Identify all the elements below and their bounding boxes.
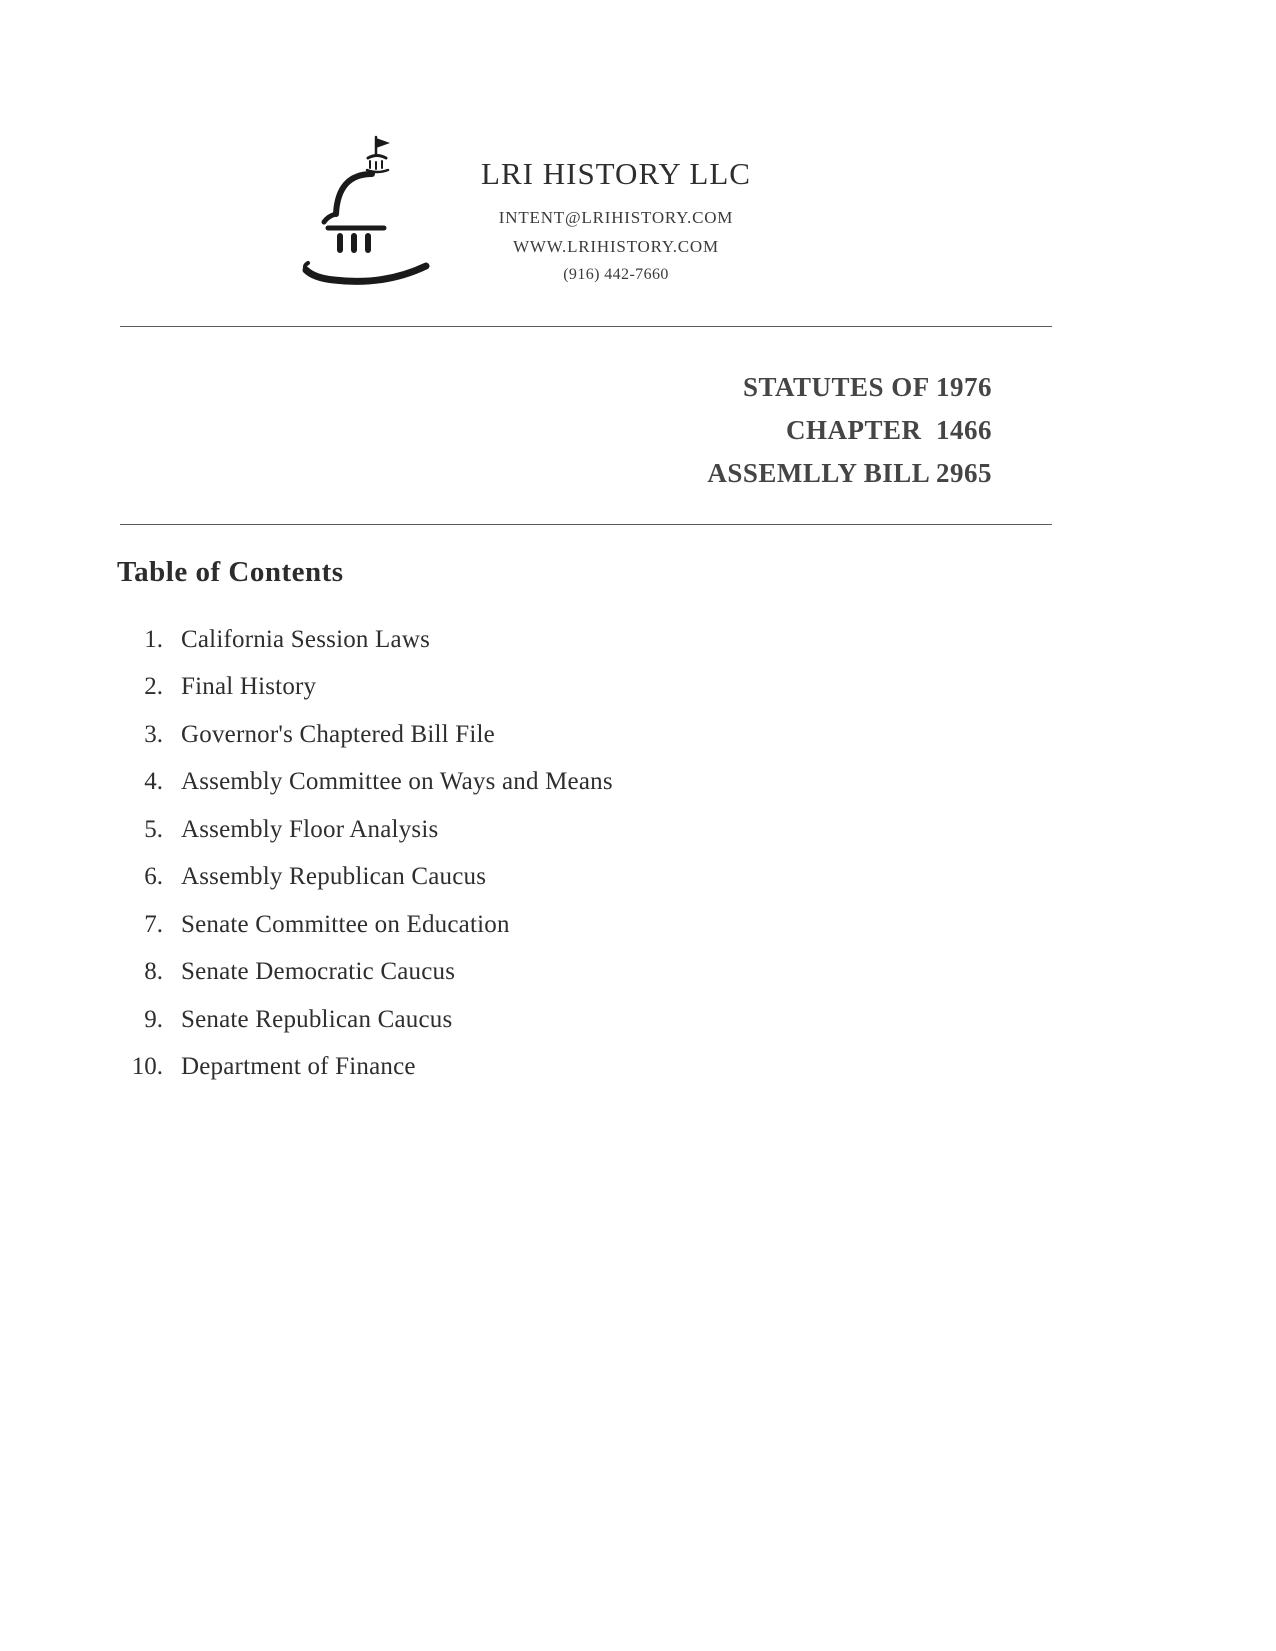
toc-item-label: Senate Committee on Education xyxy=(181,910,510,938)
toc-item-label: Assembly Committee on Ways and Means xyxy=(181,768,613,796)
toc-heading: Table of Contents xyxy=(117,556,344,588)
toc-item xyxy=(120,1044,613,1092)
toc-item-label: Assembly Floor Analysis xyxy=(181,815,439,843)
toc-item-number: 9. xyxy=(144,1005,163,1033)
toc-item-number: 4. xyxy=(144,768,163,796)
toc-item-label: California Session Laws xyxy=(181,625,431,653)
toc-item-number: 10. xyxy=(131,1053,163,1081)
company-name: LRI HISTORY LLC xyxy=(481,156,751,191)
company-email: INTENT@LRIHISTORY.COM xyxy=(498,208,734,227)
toc-item-number: 2. xyxy=(144,673,163,701)
toc-item xyxy=(120,854,613,902)
letterhead-text xyxy=(466,128,766,284)
toc-item-number: 5. xyxy=(144,815,163,843)
toc-item-label: Department of Finance xyxy=(181,1053,416,1081)
statute-title-block xyxy=(707,366,992,495)
divider-top xyxy=(120,326,1052,327)
toc-item-number: 1. xyxy=(144,625,163,653)
toc-item xyxy=(120,664,613,712)
company-phone: (916) 442-7660 xyxy=(563,266,669,283)
toc-item-number: 6. xyxy=(144,863,163,891)
toc-item xyxy=(120,616,613,664)
toc-item xyxy=(120,996,613,1044)
assembly-bill-line: ASSEMLLY BILL 2965 xyxy=(707,458,992,488)
toc-item-label: Final History xyxy=(181,673,317,701)
toc-item xyxy=(120,949,613,997)
statutes-line: STATUTES OF 1976 xyxy=(742,372,992,402)
letterhead xyxy=(292,128,766,288)
toc-item xyxy=(120,711,613,759)
toc-item-label: Assembly Republican Caucus xyxy=(181,863,487,891)
capitol-dome-sketch-icon xyxy=(292,128,442,288)
toc-item xyxy=(120,901,613,949)
company-website: WWW.LRIHISTORY.COM xyxy=(513,237,719,256)
toc-item-number: 7. xyxy=(144,910,163,938)
toc-item xyxy=(120,759,613,807)
toc-item xyxy=(120,806,613,854)
toc-item-label: Senate Republican Caucus xyxy=(181,1005,453,1033)
toc-item-label: Governor's Chaptered Bill File xyxy=(181,720,495,748)
toc-item-number: 8. xyxy=(144,958,163,986)
divider-bottom xyxy=(120,524,1052,525)
toc-item-number: 3. xyxy=(144,720,163,748)
chapter-line: CHAPTER 1466 xyxy=(785,415,992,445)
toc-item-label: Senate Democratic Caucus xyxy=(181,958,456,986)
toc-list xyxy=(120,616,613,1091)
